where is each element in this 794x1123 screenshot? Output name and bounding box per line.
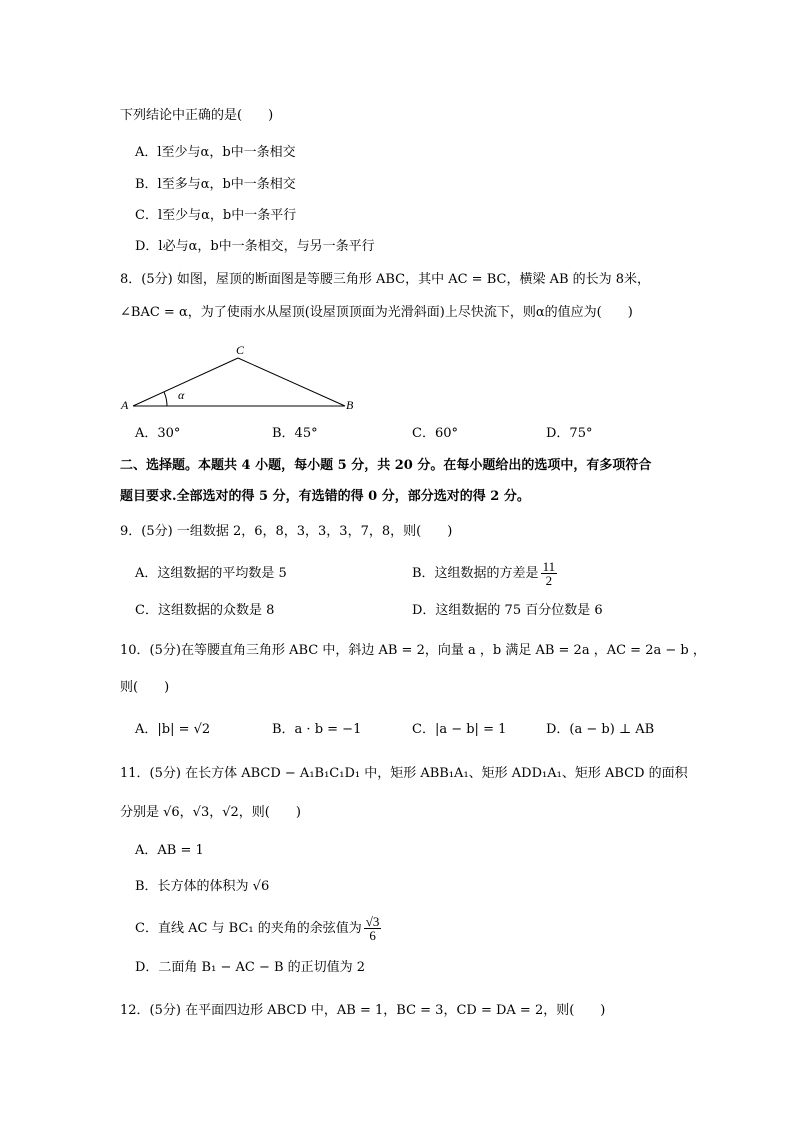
q11-stem-line2: 分别是 √6，√3，√2，则( )	[120, 805, 301, 820]
q10-option-c: C．|a − b| = 1	[412, 722, 507, 737]
q11-option-b: B．长方体的体积为 √6	[135, 879, 270, 894]
q9-option-a: A．这组数据的平均数是 5	[135, 566, 287, 581]
q9-option-d: D．这组数据的 75 百分位数是 6	[412, 603, 603, 618]
angle-arc	[164, 392, 167, 406]
vertex-label-b: B	[346, 398, 354, 412]
q8-option-a: A．30°	[135, 426, 181, 441]
q10-option-d: D．(a − b) ⊥ AB	[546, 722, 655, 737]
q7-option-d: D．l必与α，b中一条相交，与另一条平行	[135, 239, 375, 254]
q9-option-c: C．这组数据的众数是 8	[135, 603, 275, 618]
q9-option-b-text: B．这组数据的方差是	[412, 566, 539, 581]
q9-option-b-fraction: $\frac{11}{2}$	[542, 559, 556, 588]
q11-stem-line1: 11．(5分) 在长方体 ABCD − A₁B₁C₁D₁ 中，矩形 ABB₁A₁、矩形 ADD₁A₁、矩形 ABCD 的面积	[120, 766, 688, 781]
q8-option-d: D．75°	[546, 426, 593, 441]
q11-option-c-fraction: $\frac{√3}{6}$	[365, 914, 380, 943]
q8-option-c: C．60°	[412, 426, 458, 441]
q8-option-b: B．45°	[272, 426, 318, 441]
q11-option-a: A．AB = 1	[135, 843, 204, 858]
vertex-label-c: C	[236, 343, 245, 357]
q12-stem: 12．(5分) 在平面四边形 ABCD 中，AB = 1，BC = 3，CD = DA = 2，则( )	[120, 1003, 606, 1018]
roof-triangle-figure	[115, 343, 375, 413]
q7-stem: 下列结论中正确的是( )	[120, 108, 274, 123]
q11-option-c	[135, 909, 381, 949]
q8-stem-line1: 8．(5分) 如图，屋顶的断面图是等腰三角形 ABC，其中 AC = BC，横梁 AB 的长为 8米，	[120, 272, 651, 287]
vertex-label-a: A	[121, 398, 129, 412]
angle-label-alpha: α	[178, 388, 185, 402]
q7-option-b: B．l至多与α，b中一条相交	[135, 177, 296, 192]
q8-stem-line2: ∠BAC = α，为了使雨水从屋顶(设屋顶顶面为光滑斜面)上尽快流下，则α的值应为( )	[120, 305, 633, 320]
section2-heading-line2: 题目要求.全部选对的得 5 分，有选错的得 0 分，部分选对的得 2 分。	[120, 489, 530, 504]
q10-stem-line2: 则( )	[120, 680, 170, 695]
edge-ac	[133, 358, 238, 406]
edge-bc	[238, 358, 345, 406]
q9-stem: 9．(5分) 一组数据 2，6，8，3，3，3，7，8，则( )	[120, 524, 453, 539]
q9-option-b	[412, 555, 557, 593]
q11-option-c-text: C．直线 AC 与 BC₁ 的夹角的余弦值为	[135, 921, 362, 936]
q7-option-a: A．l至少与α，b中一条相交	[135, 145, 296, 160]
q11-option-d: D．二面角 B₁ − AC − B 的正切值为 2	[135, 960, 366, 975]
q10-option-a: A．|b| = √2	[135, 722, 211, 737]
section2-heading-line1: 二、选择题。本题共 4 小题，每小题 5 分，共 20 分。在每小题给出的选项中，有多项符合	[120, 458, 652, 473]
q10-stem-line1: 10．(5分)在等腰直角三角形 ABC 中，斜边 AB = 2，向量 a ，b 满足 AB = 2a ，AC = 2a − b ，	[120, 643, 706, 658]
q10-option-b: B．a · b = −1	[272, 722, 362, 737]
q7-option-c: C．l至少与α，b中一条平行	[135, 208, 297, 223]
